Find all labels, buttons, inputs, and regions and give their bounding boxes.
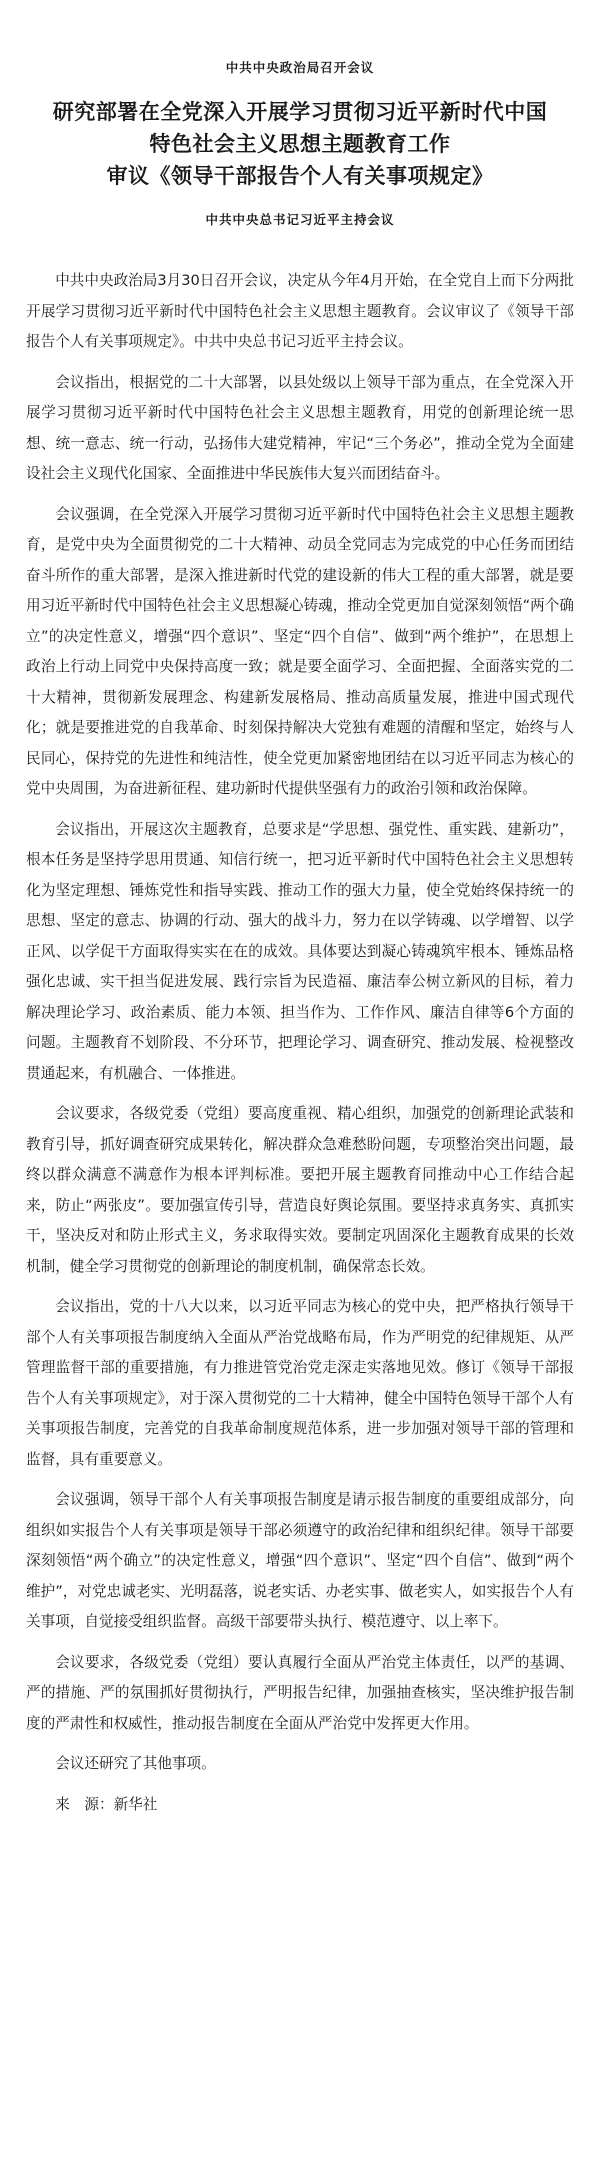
article-paragraph: 会议还研究了其他事项。: [55, 1755, 216, 1772]
article-paragraph: 会议指出，党的十八大以来，以习近平同志为核心的党中央，把严格执行领导干部个人有关事项报告制度纳入全面从严治党战略布局，作为严明党的纪律规矩、从严管理监督干部的重要措施，有力推进管党治党走深走实落地见效。修订《领导干部报告个人有关事项规定》，对于深入贯彻党的二十大精神，健全中国特色领导干部个人有关事项报告制度，完善党的自我革命制度规范体系，进一步加强对领导干部的管理和监督，具有重要意义。: [26, 1298, 574, 1468]
article-title: [26, 96, 574, 192]
article-paragraph: 会议强调，领导干部个人有关事项报告制度是请示报告制度的重要组成部分，向组织如实报告个人有关事项是领导干部必须遵守的政治纪律和组织纪律。领导干部要深刻领悟“两个确立”的决定性意义，增强“四个意识”、坚定“四个自信”、做到“两个维护”，对党忠诚老实、光明磊落，说老实话、办老实事、做老实人，如实报告个人有关事项，自觉接受组织监督。高级干部要带头执行、模范遵守、以上率下。: [26, 1491, 574, 1630]
article-kicker: 中共中央政治局召开会议: [225, 60, 375, 75]
article-paragraph: 会议指出，开展这次主题教育，总要求是“学思想、强党性、重实践、建新功”，根本任务是坚持学思用贯通、知信行统一，把习近平新时代中国特色社会主义思想转化为坚定理想、锤炼党性和指导实践、推动工作的强大力量，使全党始终保持统一的思想、坚定的意志、协调的行动、强大的战斗力，努力在以学铸魂、以学增智、以学正风、以学促干方面取得实实在在的成效。具体要达到凝心铸魂筑牢根本、锤炼品格强化忠诚、实干担当促进发展、践行宗旨为民造福、廉洁奉公树立新风的目标，着力解决理论学习、政治素质、能力本领、担当作为、工作作风、廉洁自律等6个方面的问题。主题教育不划阶段、不分环节，把理论学习、调查研究、推动发展、检视整改贯通起来，有机融合、一体推进。: [26, 820, 574, 1082]
article-byline: 中共中央总书记习近平主持会议: [205, 212, 395, 227]
article-body: [26, 266, 574, 1780]
title-line: 审议《领导干部报告个人有关事项规定》: [106, 163, 494, 188]
title-line: 特色社会主义思想主题教育工作: [149, 131, 451, 156]
article-paragraph: 中共中央政治局3月30日召开会议，决定从今年4月开始，在全党自上而下分两批开展学习贯彻习近平新时代中国特色社会主义思想主题教育。会议审议了《领导干部报告个人有关事项规定》。中共中央总书记习近平主持会议。: [26, 272, 574, 350]
article-paragraph: 会议要求，各级党委（党组）要认真履行全面从严治党主体责任，以严的基调、严的措施、严的氛围抓好贯彻执行，严明报告纪律，加强抽查核实，坚决维护报告制度的严肃性和权威性，推动报告制度在全面从严治党中发挥更大作用。: [26, 1653, 574, 1732]
source-value: 新华社: [113, 1795, 158, 1813]
article-paragraph: 会议要求，各级党委（党组）要高度重视、精心组织，加强党的创新理论武装和教育引导，抓好调查研究成果转化，解决群众急难愁盼问题，专项整治突出问题，最终以群众满意不满意作为根本评判标准。要把开展主题教育同推动中心工作结合起来，防止“两张皮”。要加强宣传引导，营造良好舆论氛围。要坚持求真务实、真抓实干，坚决反对和防止形式主义，务求取得实效。要制定巩固深化主题教育成果的长效机制，健全学习贯彻党的创新理论的制度机制，确保常态长效。: [26, 1105, 574, 1275]
source-label: 来 源：: [55, 1795, 114, 1813]
article-source: [26, 1790, 574, 1820]
title-line: 研究部署在全党深入开展学习贯彻习近平新时代中国: [52, 99, 548, 124]
article-paragraph: 会议指出，根据党的二十大部署，以县处级以上领导干部为重点，在全党深入开展学习贯彻习近平新时代中国特色社会主义思想主题教育，用党的创新理论统一思想、统一意志、统一行动，弘扬伟大建党精神，牢记“三个务必”，推动全党为全面建设社会主义现代化国家、全面推进中华民族伟大复兴而团结奋斗。: [26, 373, 574, 482]
article-paragraph: 会议强调，在全党深入开展学习贯彻习近平新时代中国特色社会主义思想主题教育，是党中央为全面贯彻党的二十大精神、动员全党同志为完成党的中心任务而团结奋斗所作的重大部署，是深入推进新时代党的建设新的伟大工程的重大部署，就是要用习近平新时代中国特色社会主义思想凝心铸魂，推动全党更加自觉深刻领悟“两个确立”的决定性意义，增强“四个意识”、坚定“四个自信”、做到“两个维护”，在思想上政治上行动上同党中央保持高度一致；就是要全面学习、全面把握、全面落实党的二十大精神，贯彻新发展理念、构建新发展格局、推动高质量发展，推进中国式现代化；就是要推进党的自我革命、时刻保持解决大党独有难题的清醒和坚定，始终与人民同心，保持党的先进性和纯洁性，使全党更加紧密地团结在以习近平同志为核心的党中央周围，为奋进新征程、建功新时代提供坚强有力的政治引领和政治保障。: [26, 505, 574, 797]
